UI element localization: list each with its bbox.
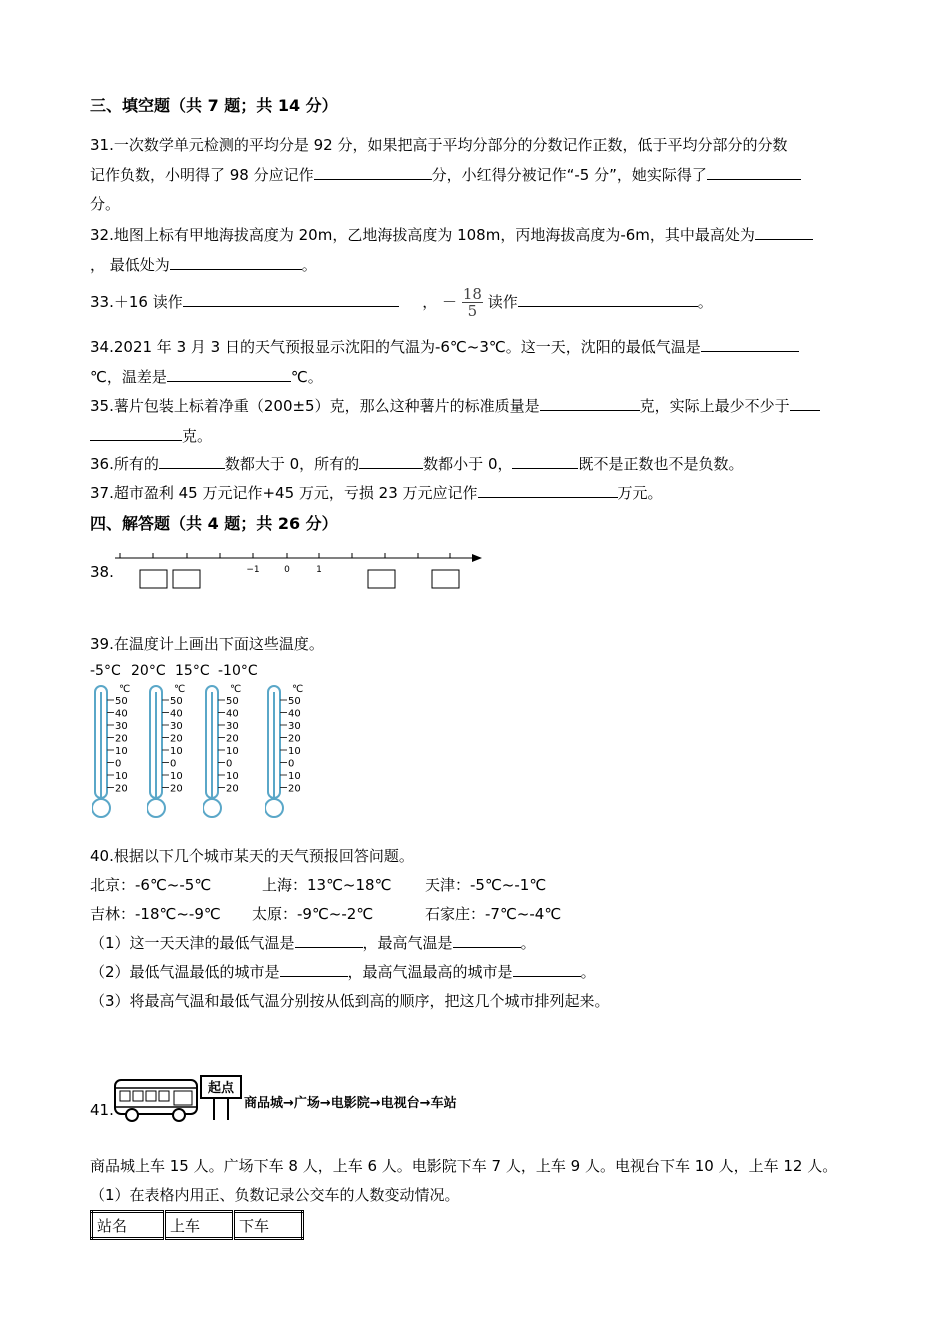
q34-text-b: ℃。 [290, 368, 323, 386]
section-3-title: 三、填空题（共 7 题；共 14 分） [90, 96, 338, 115]
table-header-station: 站名 [92, 1212, 165, 1239]
thermometer-scale-label: 20 [170, 783, 183, 795]
q31-line3: 分。 [90, 195, 121, 213]
start-sign-text: 起点 [207, 1081, 235, 1096]
q31-text-a: 记作负数，小明得了 98 分应记作 [90, 166, 314, 184]
q32-blank-1[interactable] [755, 225, 813, 240]
q32-line2 [90, 254, 317, 275]
q40-p1 [90, 932, 536, 953]
bus-route-illustration [112, 1074, 492, 1126]
thermometer-scale-label: 30 [288, 721, 301, 732]
q33-end: 。 [697, 293, 713, 311]
q36-blank-1[interactable] [159, 454, 225, 469]
thermometer-scale-label: 10 [288, 746, 301, 757]
q33-fraction [462, 286, 483, 319]
thermometer-bulb [92, 799, 110, 817]
q40-text: 40.根据以下几个城市某天的天气预报回答问题。 [90, 847, 414, 865]
section-4-title: 四、解答题（共 4 题；共 26 分） [90, 514, 338, 533]
q37-blank[interactable] [478, 483, 618, 498]
q40-p1-text-c: 。 [520, 934, 536, 952]
thermometer-bulb [203, 799, 221, 817]
answer-box-1[interactable] [140, 570, 167, 588]
route-text: 商品城→广场→电影院→电视台→车站 [244, 1096, 457, 1111]
q40-p2-text-a: （2）最低气温最低的城市是 [90, 963, 280, 981]
q40-p1-text-a: （1）这一天天津的最低气温是 [90, 934, 295, 952]
q36-text-c: 数都小于 0， [423, 455, 513, 473]
q40-p1-text-b: ，最高气温是 [362, 934, 453, 952]
q37-line [90, 482, 663, 503]
thermometer-scale-label: 50 [288, 696, 301, 707]
thermometer[interactable] [265, 682, 313, 822]
q40-p2-blank-2[interactable] [513, 962, 581, 977]
q40-p1-blank-1[interactable] [295, 933, 363, 948]
q32-blank-2[interactable] [170, 255, 302, 270]
q35-line1 [90, 395, 820, 416]
q34-line1 [90, 336, 799, 357]
thermometer-unit: ℃ [292, 684, 304, 695]
thermometer-unit: ℃ [230, 684, 242, 695]
thermometer-scale-label: 30 [226, 721, 239, 732]
thermometer-scale-label: 20 [115, 783, 128, 795]
thermometer-bulb [147, 799, 165, 817]
q32-text: 32.地图上标有甲地海拔高度为 20m，乙地海拔高度为 108m，丙地海拔高度为-6m，其中最高处为 [90, 226, 755, 244]
thermometer-scale-label: 40 [226, 708, 239, 720]
q36-blank-2[interactable] [359, 454, 423, 469]
q33-text-a: 33.＋16 读作 [90, 293, 183, 311]
thermometer-scale-label: 10 [226, 771, 239, 782]
q34-blank-2[interactable] [167, 367, 291, 382]
q33-blank-1[interactable] [183, 292, 399, 307]
q31-blank-1[interactable] [314, 165, 432, 180]
q34-line2 [90, 366, 323, 387]
thermometer-scale-label: 10 [170, 746, 183, 757]
table-header-row [92, 1212, 303, 1239]
q40-p1-blank-2[interactable] [453, 933, 521, 948]
thermometer-scale-label: 10 [170, 771, 183, 782]
q36-line [90, 453, 744, 474]
thermometer-unit: ℃ [119, 684, 131, 695]
q40-row1-a: 北京：-6℃~-5℃ [90, 876, 212, 894]
q40-row1-c: 天津：-5℃~-1℃ [425, 876, 547, 894]
thermometer-scale-label: 10 [226, 746, 239, 757]
thermometer-unit: ℃ [174, 684, 186, 695]
q34-text-a: ℃，温差是 [90, 368, 167, 386]
tick-label-neg1: −1 [246, 565, 260, 575]
thermometer-scale-label: 40 [288, 708, 301, 720]
tick-label-0: 0 [284, 565, 290, 575]
thermometer-scale-label: 0 [170, 758, 177, 770]
thermometer-scale-label: 50 [115, 696, 128, 707]
q33-numerator: 18 [462, 285, 482, 303]
q36-text-a: 36.所有的 [90, 455, 159, 473]
q37-text-b: 万元。 [617, 484, 663, 502]
q33-line [90, 286, 713, 319]
thermometer-scale-label: 0 [115, 758, 122, 770]
q31-line2 [90, 164, 801, 185]
thermometer-scale-label: 30 [115, 721, 128, 732]
thermometer-scale-label: 0 [226, 758, 233, 770]
q40-row2-b: 太原：-9℃~-2℃ [252, 905, 374, 923]
thermometer[interactable] [147, 682, 195, 822]
temp-label-1: -5°C [90, 663, 121, 679]
q41-p1: （1）在表格内用正、负数记录公交车的人数变动情况。 [90, 1186, 460, 1204]
q40-p2-text-b: ，最高气温最高的城市是 [347, 963, 513, 981]
q35-text-c: 克。 [182, 427, 213, 445]
q34-blank-1[interactable] [701, 337, 799, 352]
thermometer-scale-label: 10 [115, 771, 128, 782]
q33-text-b: 读作 [487, 293, 518, 311]
number-line-ticks [120, 553, 450, 558]
table-header-alight: 下车 [234, 1212, 303, 1239]
q36-text-d: 既不是正数也不是负数。 [578, 455, 744, 473]
bus-icon [115, 1080, 197, 1121]
thermometer-scale-label: 20 [288, 783, 301, 795]
thermometer[interactable] [203, 682, 251, 822]
q31-text-b: 分，小红得分被记作“-5 分”，她实际得了 [431, 166, 707, 184]
temp-label-3: 15°C [175, 663, 210, 679]
thermometer-scale-label: 20 [226, 783, 239, 795]
thermometer-bulb [265, 799, 283, 817]
q31-blank-2[interactable] [707, 165, 801, 180]
q35-text: 35.薯片包装上标着净重（200±5）克，那么这种薯片的标准质量是 [90, 397, 540, 415]
q32-text-b: 。 [301, 256, 317, 274]
thermometer-scale-label: 0 [288, 758, 295, 770]
answer-box-4[interactable] [432, 570, 459, 588]
q33-comma: ， － [422, 293, 458, 311]
q33-blank-2[interactable] [518, 292, 698, 307]
q33-denominator: 5 [467, 302, 478, 320]
answer-box-2[interactable] [173, 570, 200, 588]
record-table [90, 1210, 304, 1240]
q32-line1 [90, 224, 813, 245]
q35-blank-2b[interactable] [90, 426, 182, 441]
q34-text: 34.2021 年 3 月 3 日的天气预报显示沈阳的气温为-6℃~3℃。这一天，沈阳的最低气温是 [90, 338, 701, 356]
q40-p2 [90, 961, 596, 982]
temp-label-4: -10°C [218, 663, 258, 679]
q38-label: 38. [90, 563, 114, 581]
tick-label-1: 1 [316, 565, 322, 575]
q35-line2 [90, 425, 212, 446]
start-sign [201, 1076, 241, 1120]
q36-text-b: 数都大于 0，所有的 [224, 455, 360, 473]
q40-p2-blank-1[interactable] [280, 962, 348, 977]
q40-row1-b: 上海：13℃~18℃ [262, 876, 392, 894]
q39-text: 39.在温度计上画出下面这些温度。 [90, 635, 324, 653]
q35-text-b: 克，实际上最少不少于 [639, 397, 790, 415]
number-line [110, 548, 490, 594]
q40-row2-c: 石家庄：-7℃~-4℃ [425, 905, 562, 923]
thermometer[interactable] [92, 682, 140, 822]
q37-text-a: 37.超市盈利 45 万元记作+45 万元，亏损 23 万元应记作 [90, 484, 478, 502]
q31-line1: 31.一次数学单元检测的平均分是 92 分，如果把高于平均分部分的分数记作正数，低于平均分部分的分数 [90, 136, 788, 154]
thermometer-scale-label: 40 [115, 708, 128, 720]
thermometer-scale-label: 10 [288, 771, 301, 782]
q40-row2-a: 吉林：-18℃~-9℃ [90, 905, 221, 923]
thermometer-scale-label: 50 [170, 696, 183, 707]
temp-label-2: 20°C [131, 663, 166, 679]
thermometer-scale-label: 20 [115, 733, 128, 745]
thermometer-scale-label: 10 [115, 746, 128, 757]
answer-box-3[interactable] [368, 570, 395, 588]
thermometer-scale-label: 20 [226, 733, 239, 745]
thermometer-scale-label: 50 [226, 696, 239, 707]
number-line-arrow [472, 554, 482, 562]
q36-blank-3[interactable] [512, 454, 578, 469]
q41-label: 41. [90, 1101, 114, 1119]
q32-text-a: ， 最低处为 [90, 256, 170, 274]
q35-blank-2a[interactable] [790, 396, 820, 411]
thermometer-scale-label: 30 [170, 721, 183, 732]
thermometer-scale-label: 20 [170, 733, 183, 745]
thermometer-scale-label: 20 [288, 733, 301, 745]
thermometer-scale-label: 40 [170, 708, 183, 720]
q40-p3: （3）将最高气温和最低气温分别按从低到高的顺序，把这几个城市排列起来。 [90, 992, 610, 1010]
q40-p2-text-c: 。 [580, 963, 596, 981]
q35-blank-1[interactable] [540, 396, 640, 411]
q41-text: 商品城上车 15 人。广场下车 8 人，上车 6 人。电影院下车 7 人，上车 9 人。电视台下车 10 人，上车 12 人。 [90, 1157, 838, 1175]
table-header-board: 上车 [165, 1212, 234, 1239]
